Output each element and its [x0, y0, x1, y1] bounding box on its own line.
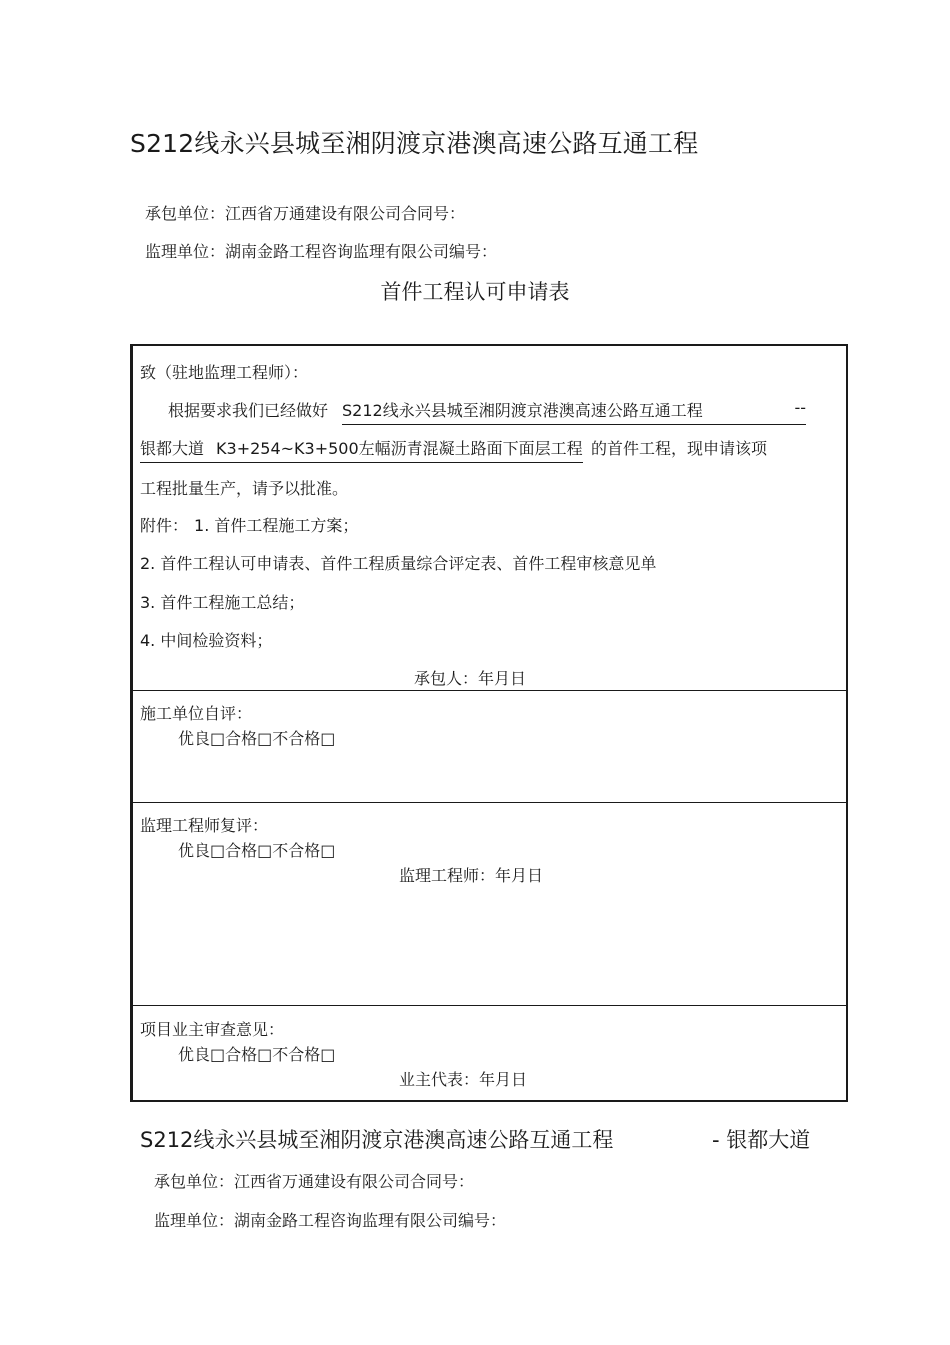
- application-form-table: [130, 344, 848, 1102]
- owner-review-rating: 优良□合格□不合格□: [178, 1045, 336, 1064]
- footer-contractor-info: 承包单位：江西省万通建设有限公司合同号：: [154, 1172, 475, 1191]
- contractor-signature: 承包人：年月日: [414, 669, 527, 688]
- attachment-item: 1. 首件工程施工方案；: [194, 516, 359, 535]
- request-line3: 工程批量生产，请予以批准。: [140, 479, 349, 498]
- request-intro: 根据要求我们已经做好: [168, 401, 329, 420]
- section-divider: [132, 802, 846, 803]
- attachments-line1: [140, 513, 358, 536]
- attachment-item: 2. 首件工程认可申请表、首件工程质量综合评定表、首件工程审核意见单: [140, 554, 657, 573]
- footer-road-name: - 银都大道: [712, 1128, 811, 1152]
- road-name: 银都大道: [140, 439, 205, 458]
- project-name-dash: --: [794, 398, 806, 417]
- supervisor-review-rating: 优良□合格□不合格□: [178, 841, 336, 860]
- addressee-line: 致（驻地监理工程师）：: [140, 363, 309, 382]
- page-title: S212线永兴县城至湘阴渡京港澳高速公路互通工程: [130, 129, 699, 158]
- attachment-item: 4. 中间检验资料；: [140, 631, 273, 650]
- attachment-item: 3. 首件工程施工总结；: [140, 593, 305, 612]
- attachments-label: 附件：: [140, 516, 189, 535]
- supervisor-info: 监理单位：湖南金路工程咨询监理有限公司编号：: [145, 242, 498, 261]
- footer-project-title: S212线永兴县城至湘阴渡京港澳高速公路互通工程: [140, 1128, 614, 1152]
- project-name-field: [342, 398, 806, 425]
- segment-desc: K3+254~K3+500左幅沥青混凝土路面下面层工程: [216, 439, 583, 458]
- section-divider: [132, 690, 846, 691]
- self-evaluation-rating: 优良□合格□不合格□: [178, 729, 336, 748]
- table-left-border: [130, 344, 133, 1102]
- owner-signature: 业主代表：年月日: [399, 1070, 528, 1089]
- supervisor-signature: 监理工程师：年月日: [399, 866, 544, 885]
- footer-supervisor-info: 监理单位：湖南金路工程咨询监理有限公司编号：: [154, 1211, 507, 1230]
- owner-review-label: 项目业主审查意见：: [140, 1020, 285, 1039]
- section-divider: [132, 1005, 846, 1006]
- self-evaluation-label: 施工单位自评：: [140, 704, 253, 723]
- contractor-info: 承包单位：江西省万通建设有限公司合同号：: [145, 204, 466, 223]
- project-name-text: S212线永兴县城至湘阴渡京港澳高速公路互通工程: [342, 401, 703, 420]
- supervisor-review-label: 监理工程师复评：: [140, 816, 269, 835]
- form-title: 首件工程认可申请表: [380, 280, 570, 304]
- segment-field: [140, 436, 583, 463]
- request-tail: 的首件工程，现申请该项: [591, 439, 768, 458]
